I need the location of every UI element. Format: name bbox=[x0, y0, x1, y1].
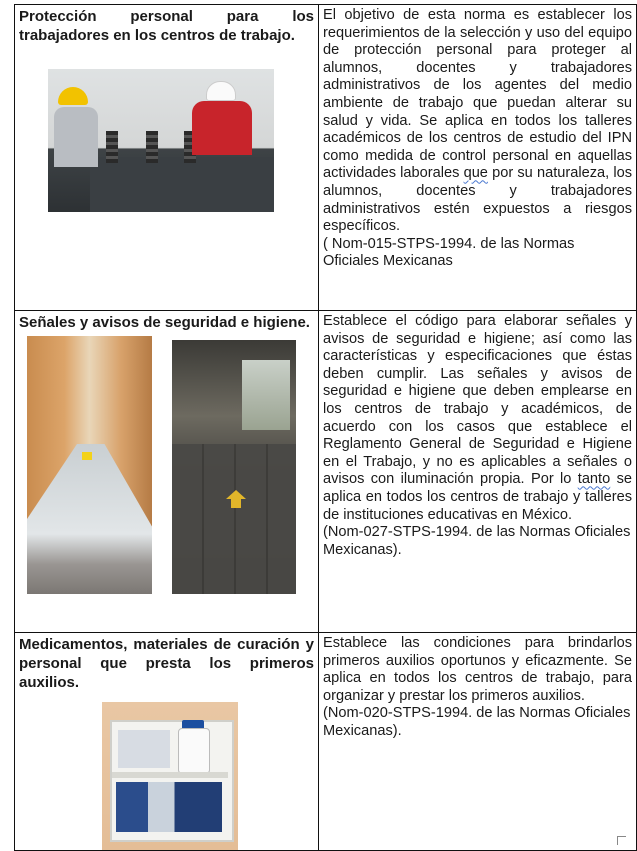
worker-figure bbox=[54, 107, 98, 167]
norm-title-cell bbox=[15, 5, 319, 311]
norm-reference: ( Nom-015-STPS-1994. de las Normas Oficiales Mexicanas bbox=[323, 235, 575, 270]
tiled-floor bbox=[172, 444, 296, 594]
hallway-arrow-photo bbox=[172, 340, 296, 594]
spellcheck-marked-word: que bbox=[463, 165, 488, 182]
page-corner-mark bbox=[617, 836, 626, 845]
description-part: se aplica en todos los centros de trabajo y talleres de instituciones educativas en México. bbox=[323, 471, 633, 523]
norm-title: Medicamentos, materiales de curación y personal que presta los primeros auxilios. bbox=[19, 636, 314, 691]
description-text bbox=[323, 7, 632, 236]
norm-title-cell bbox=[15, 311, 319, 633]
norm-description-cell bbox=[319, 311, 637, 633]
bandage-supplies bbox=[116, 782, 222, 832]
worker-figure bbox=[192, 101, 252, 155]
norm-description bbox=[323, 7, 632, 271]
medicine-bottle bbox=[178, 728, 210, 774]
description-part: por su naturaleza, los alumnos, docentes y trabajadores administrativos estén expuestos a riesgos específicos. bbox=[323, 165, 632, 235]
description-text bbox=[323, 313, 632, 524]
norm-reference: (Nom-027-STPS-1994. de las Normas Oficiales Mexicanas). bbox=[323, 524, 631, 558]
insulator bbox=[146, 131, 158, 163]
workers-ppe-photo bbox=[48, 69, 274, 212]
kit-shelf bbox=[112, 772, 228, 778]
signage-photos bbox=[19, 336, 314, 594]
norm-reference: (Nom-020-STPS-1994. de las Normas Oficiales Mexicanas). bbox=[323, 705, 631, 739]
norm-description-cell bbox=[319, 5, 637, 311]
hallway-floor-mark-photo bbox=[27, 336, 152, 594]
table-row bbox=[15, 633, 637, 851]
yellow-helmet bbox=[58, 87, 88, 105]
medicine-package bbox=[118, 730, 170, 768]
white-helmet bbox=[206, 81, 236, 101]
spellcheck-marked-word: tanto bbox=[577, 471, 611, 488]
hallway-window bbox=[242, 360, 290, 430]
description-part: El objetivo de esta norma es establecer los requerimientos de la selección y uso del equipo de protección personal para proteger al alumnos, docentes y trabajadores administrativos de los agentes del medio ambiente de trabajo que puedan alterar su salud y vida. Se aplica en todos los talleres académicos de los centros de estudio del IPN como medida de control personal en aquellas actividades laborales bbox=[323, 7, 632, 182]
description-part: Establece el código para elaborar señales y avisos de seguridad e higiene; así como las características y especificaciones que éstas deben cumplir. Las señales y avisos de seguridad e higiene que deben emplearse en los centros de trabajo y académicos, de acuerdo con los casos que establece el Reglamento General de Seguridad e Higiene en el Trabajo, y no es aplicables a señales o avisos con iluminación propia. Por lo bbox=[323, 313, 632, 488]
description-part: Establece las condiciones para brindarlos primeros auxilios oportunos y eficazmente. Se aplica en todos los centros de trabajo, para organizar y prestar los primeros auxilios. bbox=[323, 635, 632, 704]
norm-title: Protección personal para los trabajadores en los centros de trabajo. bbox=[19, 8, 314, 44]
transformer-cabinet bbox=[90, 157, 274, 212]
norms-table bbox=[14, 4, 637, 851]
yellow-floor-mark bbox=[82, 452, 92, 460]
norm-description bbox=[323, 313, 632, 559]
insulator bbox=[106, 131, 118, 163]
table-row bbox=[15, 5, 637, 311]
table-row bbox=[15, 311, 637, 633]
norm-title: Señales y avisos de seguridad e higiene. bbox=[19, 314, 310, 331]
norm-description bbox=[323, 635, 632, 741]
hallway-floor bbox=[27, 444, 152, 594]
description-text bbox=[323, 635, 632, 705]
norm-description-cell bbox=[319, 633, 637, 851]
first-aid-kit-photo bbox=[102, 702, 238, 850]
norm-title-cell bbox=[15, 633, 319, 851]
